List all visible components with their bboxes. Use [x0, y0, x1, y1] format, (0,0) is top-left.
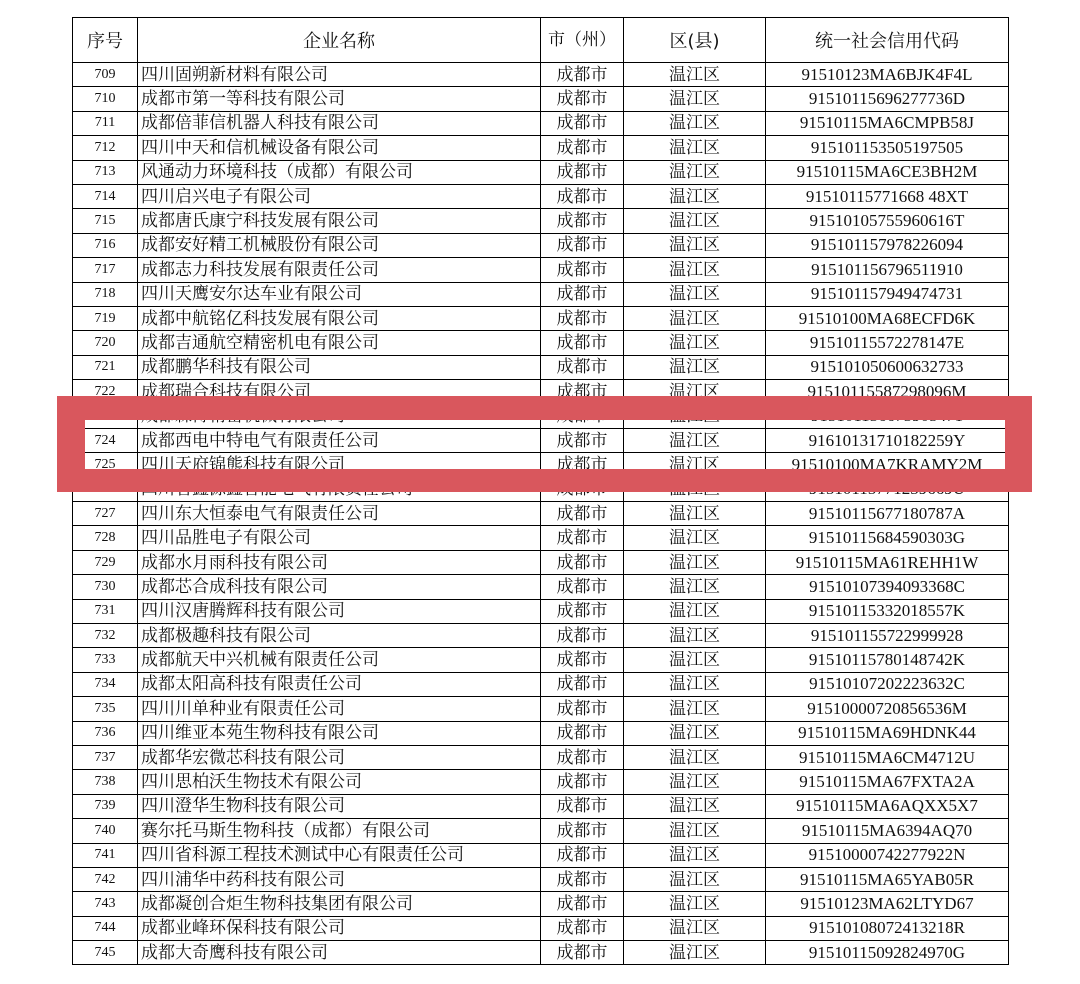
cell-name: 四川澄华生物科技有限公司 [138, 794, 541, 818]
cell-seq: 735 [73, 697, 138, 721]
cell-code: 91510115MA67FXTA2A [766, 770, 1009, 794]
cell-code: 915101156675905471 [766, 404, 1009, 428]
cell-name: 成都市第一等科技有限公司 [138, 87, 541, 111]
cell-city: 成都市 [541, 233, 624, 257]
cell-seq: 711 [73, 111, 138, 135]
cell-name: 成都极趣科技有限公司 [138, 623, 541, 647]
cell-name: 成都大奇鹰科技有限公司 [138, 941, 541, 965]
table-row [73, 233, 1009, 257]
table-row [73, 721, 1009, 745]
cell-seq: 741 [73, 843, 138, 867]
cell-seq: 728 [73, 526, 138, 550]
cell-district: 温江区 [624, 721, 766, 745]
cell-seq: 721 [73, 355, 138, 379]
cell-code: 91510115MA69HDNK44 [766, 721, 1009, 745]
cell-name: 四川省科源工程技术测试中心有限责任公司 [138, 843, 541, 867]
cell-code: 91510100MA68ECFD6K [766, 306, 1009, 330]
cell-city: 成都市 [541, 745, 624, 769]
cell-code: 91510115771239669U [766, 477, 1009, 501]
cell-name: 成都太阳高科技有限责任公司 [138, 672, 541, 696]
cell-code: 91510115MA6CMPB58J [766, 111, 1009, 135]
cell-city: 成都市 [541, 477, 624, 501]
cell-code: 91510115MA6CM4712U [766, 745, 1009, 769]
red-highlight-box [57, 396, 1032, 492]
table-row [73, 623, 1009, 647]
table-row [73, 648, 1009, 672]
cell-city: 成都市 [541, 331, 624, 355]
cell-city: 成都市 [541, 697, 624, 721]
cell-code: 91510000720856536M [766, 697, 1009, 721]
cell-code: 91510115MA65YAB05R [766, 867, 1009, 891]
header-seq: 序号 [73, 18, 138, 63]
cell-name: 成都航天中兴机械有限责任公司 [138, 648, 541, 672]
cell-city: 成都市 [541, 404, 624, 428]
table-row [73, 745, 1009, 769]
header-city: 市（州） [541, 18, 624, 63]
cell-code: 91510100MA7KRAMY2M [766, 453, 1009, 477]
cell-city: 成都市 [541, 623, 624, 647]
table-row [73, 258, 1009, 282]
cell-seq: 715 [73, 209, 138, 233]
cell-city: 成都市 [541, 575, 624, 599]
cell-district: 温江区 [624, 550, 766, 574]
cell-district: 温江区 [624, 648, 766, 672]
cell-district: 温江区 [624, 599, 766, 623]
cell-code: 91510115MA6CE3BH2M [766, 160, 1009, 184]
cell-city: 成都市 [541, 209, 624, 233]
table-row [73, 331, 1009, 355]
cell-district: 温江区 [624, 111, 766, 135]
cell-district: 温江区 [624, 697, 766, 721]
cell-district: 温江区 [624, 477, 766, 501]
cell-name: 四川天府锦熊科技有限公司 [138, 453, 541, 477]
cell-name: 四川启兴电子有限公司 [138, 184, 541, 208]
cell-district: 温江区 [624, 892, 766, 916]
table-row [73, 892, 1009, 916]
cell-seq: 723 [73, 404, 138, 428]
cell-district: 温江区 [624, 404, 766, 428]
cell-code: 91510115696277736D [766, 87, 1009, 111]
cell-district: 温江区 [624, 867, 766, 891]
cell-city: 成都市 [541, 941, 624, 965]
cell-district: 温江区 [624, 941, 766, 965]
cell-district: 温江区 [624, 258, 766, 282]
cell-name: 四川汉唐腾辉科技有限公司 [138, 599, 541, 623]
cell-district: 温江区 [624, 770, 766, 794]
cell-seq: 736 [73, 721, 138, 745]
cell-name: 四川省鑫源鑫智能电气有限责任公司 [138, 477, 541, 501]
cell-district: 温江区 [624, 282, 766, 306]
table-row [73, 184, 1009, 208]
cell-code: 915101157949474731 [766, 282, 1009, 306]
cell-city: 成都市 [541, 721, 624, 745]
cell-city: 成都市 [541, 184, 624, 208]
cell-seq: 742 [73, 867, 138, 891]
cell-city: 成都市 [541, 648, 624, 672]
cell-district: 温江区 [624, 209, 766, 233]
cell-name: 成都鹏华科技有限公司 [138, 355, 541, 379]
cell-code: 915101157978226094 [766, 233, 1009, 257]
cell-seq: 720 [73, 331, 138, 355]
cell-name: 四川川单种业有限责任公司 [138, 697, 541, 721]
cell-seq: 737 [73, 745, 138, 769]
cell-seq: 709 [73, 63, 138, 87]
cell-seq: 722 [73, 380, 138, 404]
cell-code: 91510115572278147E [766, 331, 1009, 355]
cell-seq: 729 [73, 550, 138, 574]
table-row [73, 87, 1009, 111]
cell-district: 温江区 [624, 160, 766, 184]
cell-name: 成都凝创合炬生物科技集团有限公司 [138, 892, 541, 916]
cell-city: 成都市 [541, 672, 624, 696]
cell-name: 四川中天和信机械设备有限公司 [138, 136, 541, 160]
cell-name: 风通动力环境科技（成都）有限公司 [138, 160, 541, 184]
cell-city: 成都市 [541, 526, 624, 550]
table-row [73, 136, 1009, 160]
table-row [73, 843, 1009, 867]
header-district: 区(县) [624, 18, 766, 63]
table-row [73, 209, 1009, 233]
table-row [73, 770, 1009, 794]
cell-seq: 717 [73, 258, 138, 282]
cell-city: 成都市 [541, 819, 624, 843]
cell-seq: 710 [73, 87, 138, 111]
cell-district: 温江区 [624, 355, 766, 379]
cell-city: 成都市 [541, 160, 624, 184]
header-code: 统一社会信用代码 [766, 18, 1009, 63]
cell-district: 温江区 [624, 843, 766, 867]
cell-city: 成都市 [541, 843, 624, 867]
cell-seq: 733 [73, 648, 138, 672]
cell-district: 温江区 [624, 819, 766, 843]
cell-district: 温江区 [624, 63, 766, 87]
cell-district: 温江区 [624, 745, 766, 769]
cell-seq: 718 [73, 282, 138, 306]
cell-code: 91510115684590303G [766, 526, 1009, 550]
cell-name: 成都森博精密机械有限公司 [138, 404, 541, 428]
cell-code: 91510115MA61REHH1W [766, 550, 1009, 574]
table-row [73, 526, 1009, 550]
cell-city: 成都市 [541, 502, 624, 526]
header-name: 企业名称 [138, 18, 541, 63]
cell-district: 温江区 [624, 502, 766, 526]
cell-district: 温江区 [624, 331, 766, 355]
cell-code: 91610131710182259Y [766, 428, 1009, 452]
cell-city: 成都市 [541, 282, 624, 306]
cell-seq: 738 [73, 770, 138, 794]
cell-name: 成都志力科技发展有限责任公司 [138, 258, 541, 282]
cell-name: 成都倍菲信机器人科技有限公司 [138, 111, 541, 135]
cell-name: 四川天鹰安尔达车业有限公司 [138, 282, 541, 306]
cell-code: 915101156796511910 [766, 258, 1009, 282]
cell-city: 成都市 [541, 258, 624, 282]
cell-code: 91510000742277922N [766, 843, 1009, 867]
cell-seq: 727 [73, 502, 138, 526]
table-row [73, 355, 1009, 379]
cell-code: 91510115677180787A [766, 502, 1009, 526]
cell-code: 91510123MA62LTYD67 [766, 892, 1009, 916]
cell-code: 91510115771668 48XT [766, 184, 1009, 208]
cell-name: 成都水月雨科技有限公司 [138, 550, 541, 574]
table-row [73, 867, 1009, 891]
cell-name: 成都吉通航空精密机电有限公司 [138, 331, 541, 355]
cell-name: 成都中航铭亿科技发展有限公司 [138, 306, 541, 330]
cell-city: 成都市 [541, 770, 624, 794]
cell-city: 成都市 [541, 867, 624, 891]
cell-name: 成都安好精工机械股份有限公司 [138, 233, 541, 257]
cell-code: 91510107202223632C [766, 672, 1009, 696]
cell-city: 成都市 [541, 892, 624, 916]
cell-name: 成都瑞合科技有限公司 [138, 380, 541, 404]
cell-seq: 712 [73, 136, 138, 160]
cell-district: 温江区 [624, 623, 766, 647]
table-row [73, 916, 1009, 940]
cell-city: 成都市 [541, 794, 624, 818]
cell-code: 915101050600632733 [766, 355, 1009, 379]
cell-name: 成都西电中特电气有限责任公司 [138, 428, 541, 452]
cell-seq: 740 [73, 819, 138, 843]
cell-code: 91510115MA6AQXX5X7 [766, 794, 1009, 818]
table-row [73, 111, 1009, 135]
cell-name: 四川品胜电子有限公司 [138, 526, 541, 550]
cell-city: 成都市 [541, 599, 624, 623]
cell-city: 成都市 [541, 87, 624, 111]
table-row [73, 672, 1009, 696]
table-row [73, 794, 1009, 818]
cell-district: 温江区 [624, 380, 766, 404]
cell-district: 温江区 [624, 306, 766, 330]
cell-district: 温江区 [624, 184, 766, 208]
cell-seq: 743 [73, 892, 138, 916]
cell-seq: 730 [73, 575, 138, 599]
table-row [73, 599, 1009, 623]
table-row [73, 575, 1009, 599]
cell-seq: 714 [73, 184, 138, 208]
cell-name: 四川维亚本苑生物科技有限公司 [138, 721, 541, 745]
cell-city: 成都市 [541, 136, 624, 160]
cell-city: 成都市 [541, 453, 624, 477]
table-row [73, 697, 1009, 721]
cell-name: 四川浦华中药科技有限公司 [138, 867, 541, 891]
cell-name: 成都业峰环保科技有限公司 [138, 916, 541, 940]
cell-city: 成都市 [541, 380, 624, 404]
cell-city: 成都市 [541, 355, 624, 379]
cell-city: 成都市 [541, 916, 624, 940]
cell-city: 成都市 [541, 111, 624, 135]
cell-code: 91510107394093368C [766, 575, 1009, 599]
cell-seq: 716 [73, 233, 138, 257]
cell-code: 91510115332018557K [766, 599, 1009, 623]
cell-code: 91510115MA6394AQ70 [766, 819, 1009, 843]
cell-city: 成都市 [541, 306, 624, 330]
table-row [73, 160, 1009, 184]
table-row [73, 550, 1009, 574]
cell-name: 四川东大恒泰电气有限责任公司 [138, 502, 541, 526]
cell-code: 915101153505197505 [766, 136, 1009, 160]
cell-code: 91510108072413218R [766, 916, 1009, 940]
cell-seq: 719 [73, 306, 138, 330]
cell-seq: 745 [73, 941, 138, 965]
cell-name: 成都唐氏康宁科技发展有限公司 [138, 209, 541, 233]
cell-seq: 732 [73, 623, 138, 647]
table-row [73, 306, 1009, 330]
cell-name: 赛尔托马斯生物科技（成都）有限公司 [138, 819, 541, 843]
cell-district: 温江区 [624, 794, 766, 818]
cell-district: 温江区 [624, 526, 766, 550]
cell-code: 915101155722999928 [766, 623, 1009, 647]
cell-district: 温江区 [624, 672, 766, 696]
cell-seq: 731 [73, 599, 138, 623]
cell-seq: 744 [73, 916, 138, 940]
table-header-row [73, 18, 1009, 63]
cell-district: 温江区 [624, 453, 766, 477]
table-row [73, 63, 1009, 87]
table-row [73, 502, 1009, 526]
cell-district: 温江区 [624, 428, 766, 452]
table-row [73, 941, 1009, 965]
cell-seq: 724 [73, 428, 138, 452]
cell-name: 四川固朔新材料有限公司 [138, 63, 541, 87]
cell-code: 91510123MA6BJK4F4L [766, 63, 1009, 87]
cell-seq: 726 [73, 477, 138, 501]
cell-district: 温江区 [624, 916, 766, 940]
cell-code: 91510105755960616T [766, 209, 1009, 233]
table-row [73, 282, 1009, 306]
cell-district: 温江区 [624, 233, 766, 257]
cell-code: 91510115780148742K [766, 648, 1009, 672]
cell-district: 温江区 [624, 87, 766, 111]
cell-seq: 734 [73, 672, 138, 696]
cell-seq: 739 [73, 794, 138, 818]
cell-name: 成都华宏微芯科技有限公司 [138, 745, 541, 769]
table-row [73, 819, 1009, 843]
cell-name: 四川思柏沃生物技术有限公司 [138, 770, 541, 794]
cell-name: 成都芯合成科技有限公司 [138, 575, 541, 599]
cell-city: 成都市 [541, 550, 624, 574]
cell-code: 91510115092824970G [766, 941, 1009, 965]
cell-code: 91510115587298096M [766, 380, 1009, 404]
cell-seq: 713 [73, 160, 138, 184]
cell-district: 温江区 [624, 575, 766, 599]
cell-city: 成都市 [541, 428, 624, 452]
cell-district: 温江区 [624, 136, 766, 160]
cell-seq: 725 [73, 453, 138, 477]
cell-city: 成都市 [541, 63, 624, 87]
